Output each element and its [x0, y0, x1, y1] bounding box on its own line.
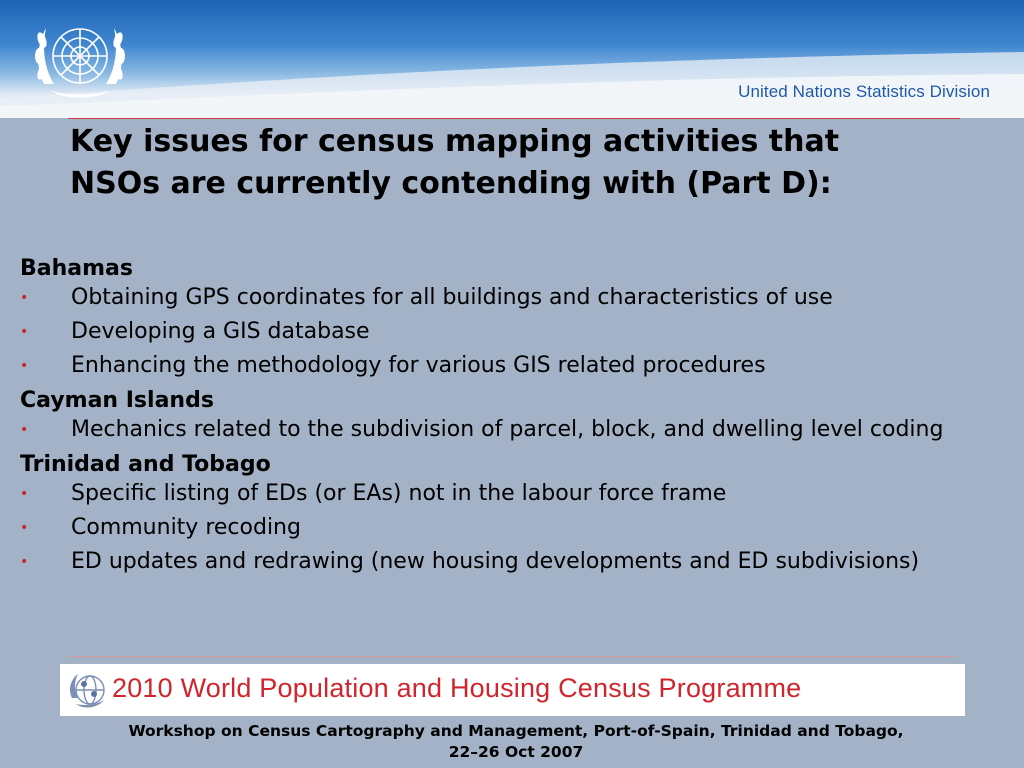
workshop-caption-line-2: 22–26 Oct 2007: [448, 743, 584, 761]
bullet-icon: •: [20, 358, 29, 374]
census-programme-title: 2010 World Population and Housing Census Programme: [112, 673, 802, 703]
slide-title-line-1: Key issues for census mapping activities that: [70, 124, 840, 159]
list-item-text: Mechanics related to the subdivision of parcel, block, and dwelling level coding: [71, 417, 944, 442]
bullet-icon: •: [20, 290, 29, 306]
list-item-text: ED updates and redrawing (new housing developments and ED subdivisions): [71, 549, 920, 574]
census-programme-logo-icon: [66, 668, 110, 712]
un-emblem-icon: [28, 10, 132, 106]
slide-title-line-2: NSOs are currently contending with (Part D):: [70, 166, 832, 201]
list-item: [20, 548, 1005, 576]
list-item-text: Developing a GIS database: [71, 319, 370, 344]
list-item: [20, 318, 1005, 346]
bullet-icon: •: [20, 554, 29, 570]
list-item-text: Community recoding: [71, 515, 301, 540]
section-heading-bahamas: Bahamas: [20, 256, 133, 281]
bullet-icon: •: [20, 486, 29, 502]
trinidad-and-tobago-issue-list: [20, 480, 1005, 576]
bullet-icon: •: [20, 520, 29, 536]
section-heading-cayman-islands: Cayman Islands: [20, 388, 214, 413]
section-heading-trinidad-and-tobago: Trinidad and Tobago: [20, 452, 271, 477]
slide-title: [70, 121, 970, 205]
census-programme-banner: [60, 664, 965, 716]
title-divider: [68, 118, 960, 119]
cayman-islands-issue-list: [20, 416, 1005, 444]
list-item: [20, 352, 1005, 380]
list-item: [20, 514, 1005, 542]
workshop-caption: [60, 721, 972, 763]
organization-name: United Nations Statistics Division: [738, 82, 990, 101]
list-item: [20, 480, 1005, 508]
footer-divider: [68, 656, 956, 657]
bahamas-issue-list: [20, 284, 1005, 380]
list-item-text: Enhancing the methodology for various GIS related procedures: [71, 353, 766, 378]
workshop-caption-line-1: Workshop on Census Cartography and Management, Port-of-Spain, Trinidad and Tobago,: [128, 722, 904, 740]
list-item-text: Obtaining GPS coordinates for all buildings and characteristics of use: [71, 285, 833, 310]
bullet-icon: •: [20, 324, 29, 340]
list-item: [20, 284, 1005, 312]
bullet-icon: •: [20, 422, 29, 438]
list-item: [20, 416, 1005, 444]
slide-content: [20, 252, 1005, 582]
list-item-text: Specific listing of EDs (or EAs) not in the labour force frame: [71, 481, 727, 506]
header-band: [0, 0, 1024, 118]
